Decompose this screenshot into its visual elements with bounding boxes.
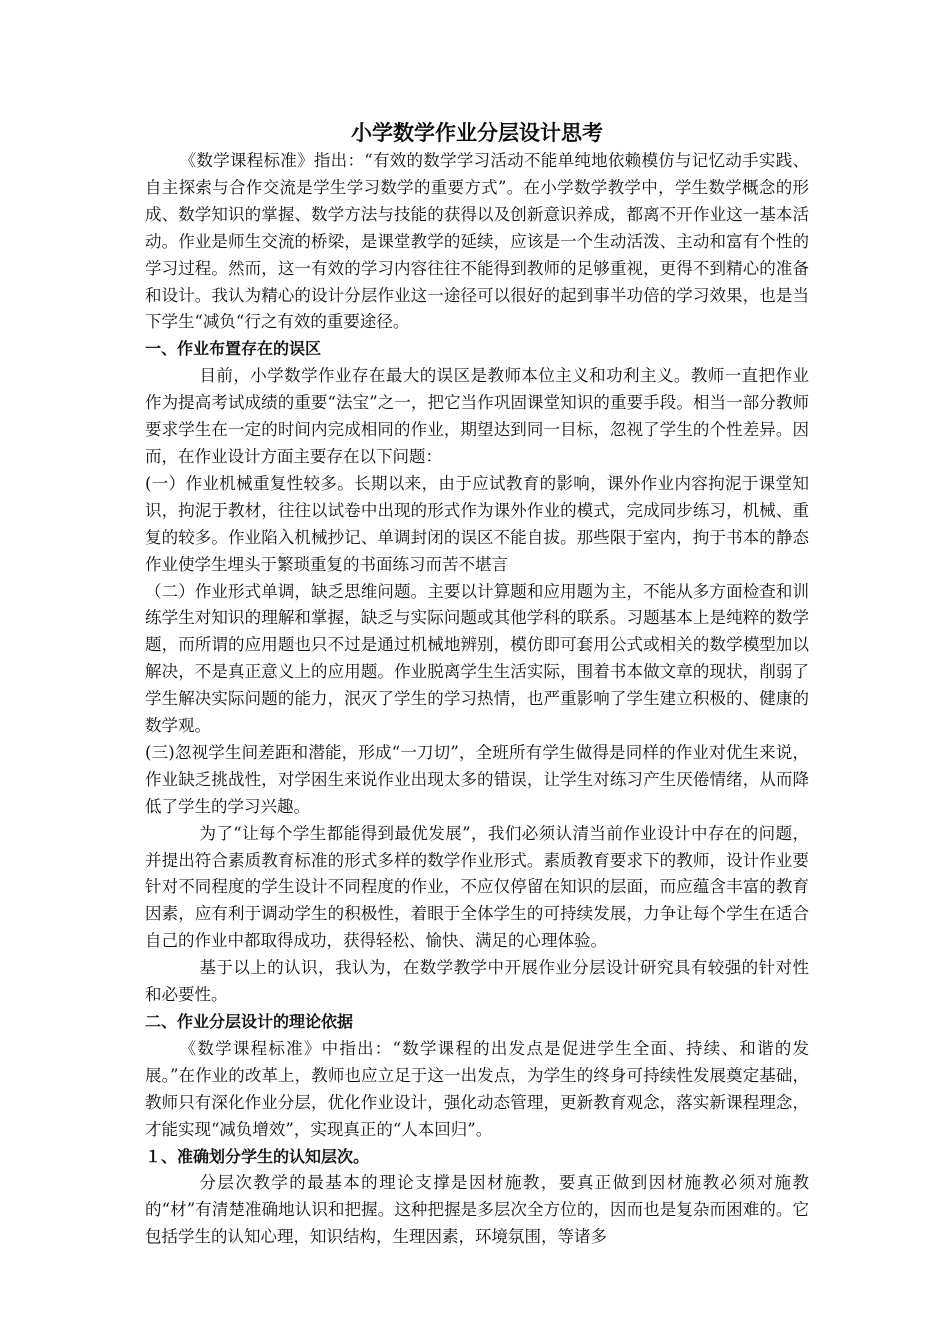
section2-subheading-1: １、准确划分学生的认知层次。 <box>145 1146 370 1166</box>
section2-paragraph-1: 《数学课程标准》中指出：“数学课程的出发点是促进学生全面、持续、和谐的发展。”在作业的改革上，教师也应立足于这一出发点，为学生的终身可持续性发展奠定基础，教师只有深化作业分层，优化作业设计，强化动态管理，更新教育观念，落实新课程理念，才能实现“减负增效”，实现真正的“人本回归”。 <box>145 1038 809 1139</box>
document-title: 小学数学作业分层设计思考 <box>351 121 603 145</box>
section1-paragraph-1: 目前，小学数学作业存在最大的误区是教师本位主义和功利主义。教师一直把作业作为提高考试成绩的重要“法宝”之一，把它当作巩固课堂知识的重要手段。相当一部分教师要求学生在一定的时间内完成相同的作业，期望达到同一目标，忽视了学生的个性差异。因而，在作业设计方面主要存在以下问题： <box>145 366 809 466</box>
section1-item-3: (三)忽视学生间差距和潜能，形成“一刀切”，全班所有学生做得是同样的作业对优生来说，作业缺乏挑战性，对学困生来说作业出现太多的错误，让学生对练习产生厌倦情绪，从而降低了学生的学习兴趣。 <box>145 742 809 816</box>
section1-item-1: (一）作业机械重复性较多。长期以来，由于应试教育的影响，课外作业内容拘泥于课堂知识，拘泥于教材，往往以试卷中出现的形式作为课外作业的模式，完成同步练习，机械、重复的较多。作业陷入机械抄记、单调封闭的误区不能自拔。那些限于室内，拘于书本的静态作业使学生埋头于繁琐重复的书面练习而苦不堪言 <box>145 473 809 574</box>
section1-item-2: （二）作业形式单调，缺乏思维问题。主要以计算题和应用题为主，不能从多方面检查和训练学生对知识的理解和掌握，缺乏与实际问题或其他学科的联系。习题基本上是纯粹的数学题，而所谓的应用题也只不过是通过机械地辨别，模仿即可套用公式或相关的数学模型加以解决，不是真正意义上的应用题。作业脱离学生生活实际，围着书本做文章的现状，削弱了学生解决实际问题的能力，泯灭了学生的学习热情，也严重影响了学生建立积极的、健康的数学观。 <box>145 581 809 736</box>
section2-heading: 二、作业分层设计的理论依据 <box>145 1012 354 1031</box>
section1-paragraph-3: 基于以上的认识，我认为，在数学教学中开展作业分层设计研究具有较强的针对性和必要性。 <box>145 958 809 1005</box>
section1-heading: 一、作业布置存在的误区 <box>145 339 322 359</box>
intro-paragraph: 《数学课程标准》指出：“有效的数学学习活动不能单纯地依赖模仿与记忆动手实践、自主探索与合作交流是学生学习数学的重要方式”。在小学数学教学中，学生数学概念的形成、数学知识的掌握、数学方法与技能的获得以及创新意识养成，都离不开作业这一基本活动。作业是师生交流的桥梁，是课堂教学的延续，应该是一个生动活泼、主动和富有个性的学习过程。然而，这一有效的学习内容往往不能得到教师的足够重视，更得不到精心的准备和设计。我认为精心的设计分层作业这一途径可以很好的起到事半功倍的学习效果，也是当下学生“减负“行之有效的重要途径。 <box>145 151 809 332</box>
section1-paragraph-2: 为了“让每个学生都能得到最优发展”，我们必须认清当前作业设计中存在的问题，并提出符合素质教育标准的形式多样的数学作业形式。素质教育要求下的教师，设计作业要针对不同程度的学生设计不同程度的作业，不应仅停留在知识的层面，而应蕴含丰富的教育因素，应有利于调动学生的积极性，着眼于全体学生的可持续发展，力争让每个学生在适合自己的作业中都取得成功，获得轻松、愉快、满足的心理体验。 <box>145 823 809 951</box>
document-page <box>145 118 809 1251</box>
section2-paragraph-2: 分层次教学的最基本的理论支撑是因材施教，要真正做到因材施教必须对施教的“材”有清楚准确地认识和把握。这种把握是多层次全方位的，因而也是复杂而困难的。它包括学生的认知心理，知识结构，生理因素，环境氛围，等诸多 <box>145 1173 809 1247</box>
